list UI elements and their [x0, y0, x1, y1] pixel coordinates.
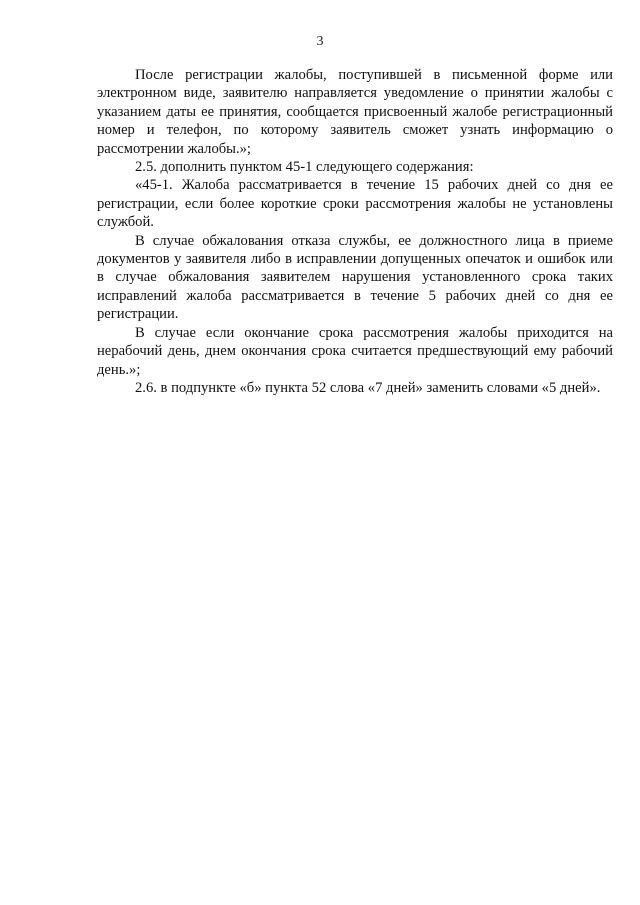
paragraph-45-1: «45-1. Жалоба рассматривается в течение 15 рабочих дней со дня ее регистрации, если более короткие сроки рассмотрения жалобы не установлены службой.: [97, 177, 613, 231]
paragraph-item-2-5: 2.5. дополнить пунктом 45-1 следующего содержания:: [135, 159, 474, 176]
paragraph-nonworking-day: В случае если окончание срока рассмотрения жалобы приходится на нерабочий день, днем окончания срока считается предшествующий ему рабочий день.»;: [97, 324, 613, 378]
paragraph-registration-notice: После регистрации жалобы, поступившей в письменной форме или электронном виде, заявителю направляется уведомление о принятии жалобы с указанием даты ее принятия, сообщается присвоенный жалобе регистрационный номер и телефон, по которому заявитель сможет узнать информацию о рассмотрении жалобы.»;: [97, 67, 613, 157]
page-number: 3: [316, 34, 324, 49]
paragraph-item-2-6: 2.6. в подпункте «б» пункта 52 слова «7 дней» заменить словами «5 дней».: [135, 379, 601, 396]
paragraph-refusal-appeal: В случае обжалования отказа службы, ее должностного лица в приеме документов у заявителя либо в исправлении допущенных опечаток и ошибок или в случае обжалования заявителем нарушения установленного срока таких исправлений жалоба рассматривается в течение 5 рабочих дней со дня ее регистрации.: [97, 232, 613, 323]
document-body: [97, 66, 613, 397]
